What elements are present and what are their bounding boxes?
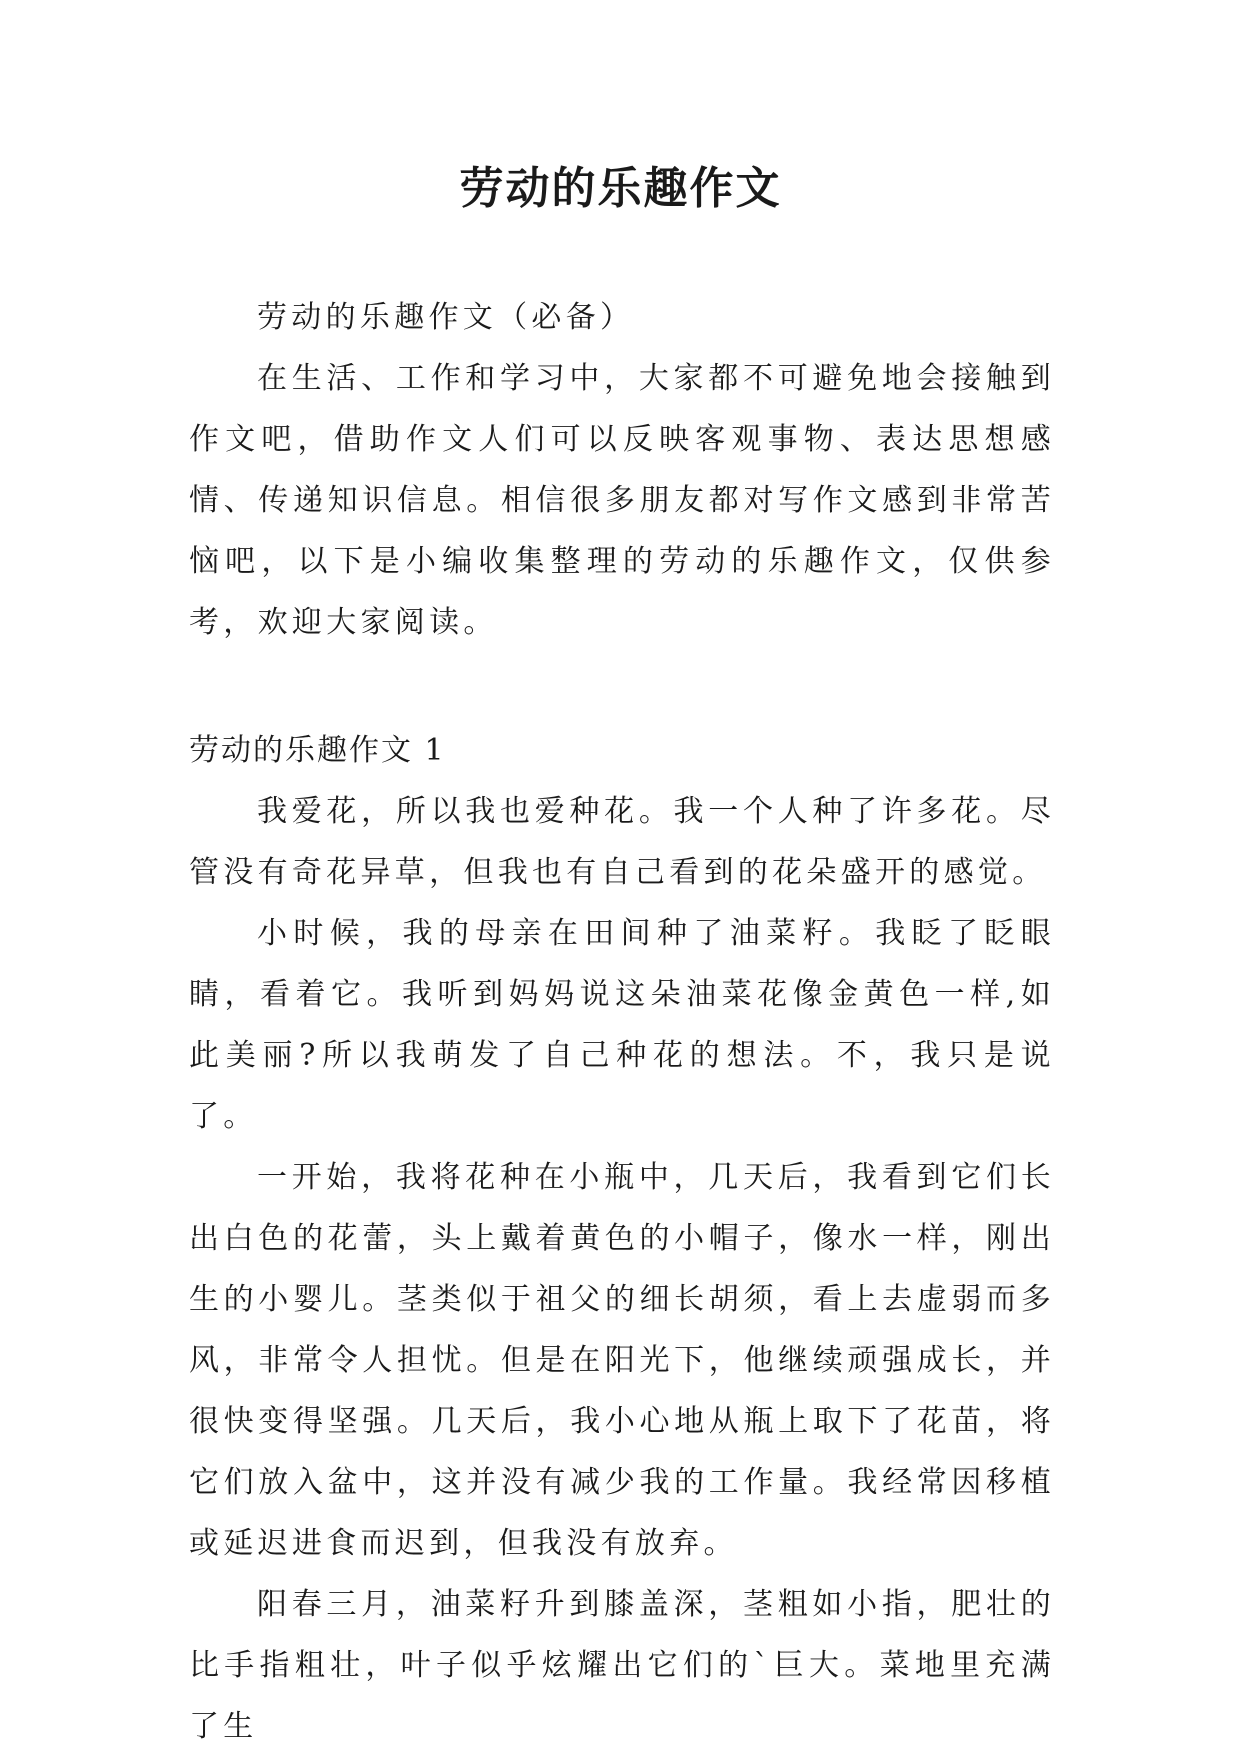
document-body (189, 287, 1055, 1757)
body-paragraph: 我爱花，所以我也爱种花。我一个人种了许多花。尽管没有奇花异草，但我也有自己看到的花朵盛开的感觉。 (189, 794, 1055, 890)
body-paragraph: 小时候，我的母亲在田间种了油菜籽。我眨了眨眼睛，看着它。我听到妈妈说这朵油菜花像金黄色一样,如此美丽?所以我萌发了自己种花的想法。不，我只是说了。 (189, 916, 1055, 1134)
section-heading: 劳动的乐趣作文 1 (189, 733, 446, 768)
body-paragraph: 阳春三月，油菜籽升到膝盖深，茎粗如小指，肥壮的比手指粗壮，叶子似乎炫耀出它们的`巨大。菜地里充满了生 (189, 1587, 1055, 1744)
document-title: 劳动的乐趣作文 (459, 163, 782, 214)
body-paragraph: 一开始，我将花种在小瓶中，几天后，我看到它们长出白色的花蕾，头上戴着黄色的小帽子，像水一样，刚出生的小婴儿。茎类似于祖父的细长胡须，看上去虚弱而多风，非常令人担忧。但是在阳光下，他继续顽强成长，并很快变得坚强。几天后，我小心地从瓶上取下了花苗，将它们放入盆中，这并没有减少我的工作量。我经常因移植或延迟进食而迟到，但我没有放弃。 (189, 1160, 1055, 1561)
intro-paragraph: 在生活、工作和学习中，大家都不可避免地会接触到作文吧，借助作文人们可以反映客观事物、表达思想感情、传递知识信息。相信很多朋友都对写作文感到非常苦恼吧，以下是小编收集整理的劳动的乐趣作文，仅供参考，欢迎大家阅读。 (189, 361, 1055, 640)
document-subtitle: 劳动的乐趣作文（必备） (257, 300, 635, 335)
